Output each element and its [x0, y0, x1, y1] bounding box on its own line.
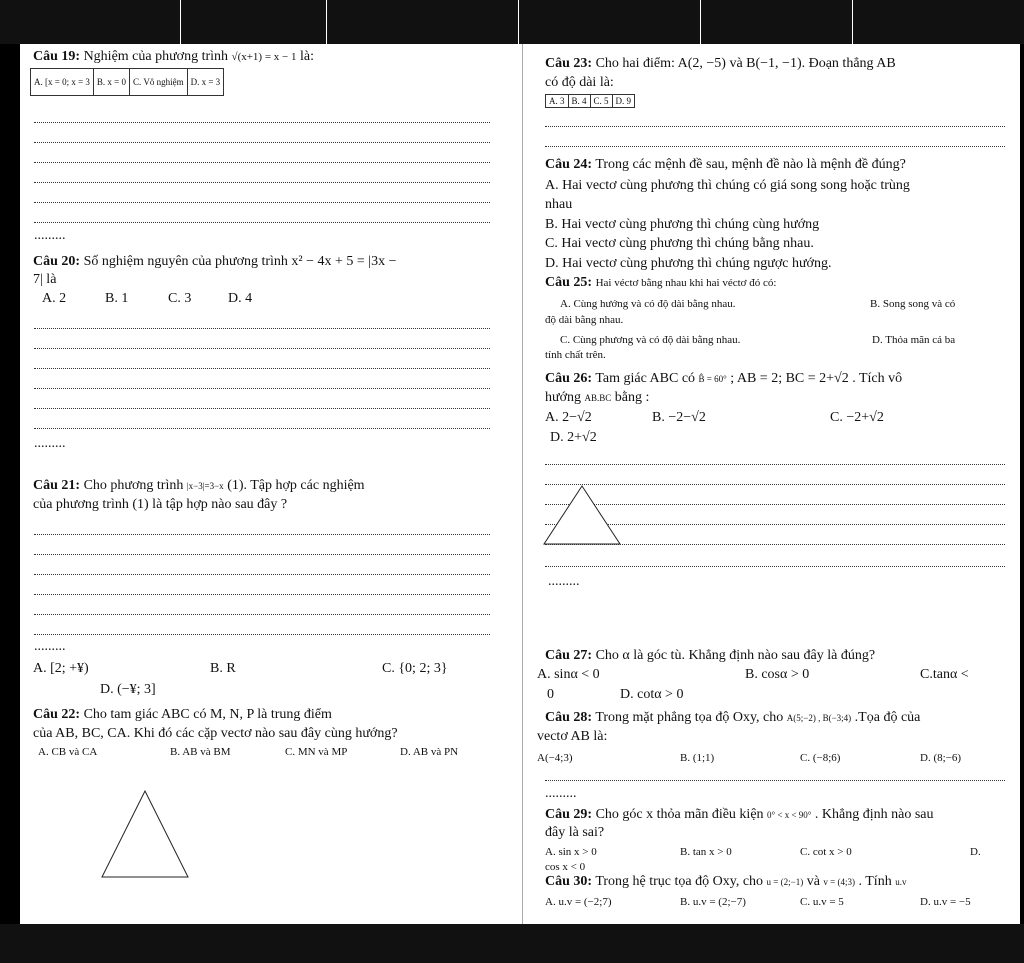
q22-text: Cho tam giác ABC có M, N, P là trung điểm — [83, 707, 332, 722]
q21-option-d[interactable]: D. (−¥; 3] — [100, 682, 156, 697]
answer-line — [34, 348, 490, 349]
q30-option-d[interactable]: D. u.v = −5 — [920, 896, 971, 908]
answer-line — [34, 122, 490, 123]
q26-text-d: bằng : — [614, 390, 650, 405]
q20-heading: Câu 20: — [33, 254, 81, 269]
q25-option-a[interactable]: A. Cùng hướng và có độ dài bằng nhau. — [560, 298, 736, 310]
answer-line — [34, 634, 490, 635]
q21-option-a[interactable]: A. [2; +¥) — [33, 661, 89, 676]
q23-line-2: có độ dài là: — [545, 75, 614, 90]
q27-heading: Câu 27: — [545, 648, 593, 663]
band-divider — [700, 0, 701, 44]
answer-line — [545, 146, 1005, 147]
q19-tail: là: — [300, 49, 315, 64]
q21-option-b[interactable]: B. R — [210, 661, 236, 676]
column-divider — [522, 44, 523, 924]
q27-option-b[interactable]: B. cosα > 0 — [745, 667, 810, 682]
answer-line — [34, 408, 490, 409]
blank-dots: ......... — [34, 436, 66, 451]
q21-text: Cho phương trình — [83, 478, 184, 493]
q22-option-c[interactable]: C. MN và MP — [285, 746, 348, 758]
q30-dot: u.v — [895, 877, 907, 887]
band-divider — [180, 0, 181, 44]
q29-text: Cho góc x thỏa mãn điều kiện — [595, 807, 764, 822]
q24-line-1 — [545, 157, 906, 173]
answer-line — [34, 428, 490, 429]
q26-option-a[interactable]: A. 2−√2 — [545, 410, 592, 425]
q20-option-d[interactable]: D. 4 — [228, 291, 253, 306]
answer-line — [34, 142, 490, 143]
answer-line — [34, 554, 490, 555]
answer-line — [545, 126, 1005, 127]
triangle-shape — [102, 791, 188, 877]
q30-text: Trong hệ trục tọa độ Oxy, cho — [595, 874, 764, 889]
q26-line-2 — [545, 390, 649, 406]
q19-line — [33, 49, 314, 65]
q23-option-c[interactable]: C. 5 — [590, 95, 612, 108]
q19-option-b[interactable]: B. x = 0 — [93, 69, 129, 96]
q21-line-2: của phương trình (1) là tập hợp nào sau đây ? — [33, 497, 288, 512]
q30-vector-v: v = (4;3) — [823, 877, 855, 887]
q26-text: Tam giác ABC có — [595, 371, 696, 386]
answer-line — [34, 368, 490, 369]
answer-line — [34, 388, 490, 389]
q30-vector-u: u = (2;−1) — [766, 877, 804, 887]
answer-line — [34, 534, 490, 535]
q24-text: Trong các mệnh đề sau, mệnh đề nào là mệnh đề đúng? — [595, 157, 906, 172]
q28-line-2: vectơ AB là: — [537, 729, 608, 744]
q19-text: Nghiệm của phương trình — [83, 49, 229, 64]
q29-condition: 0° < x < 90° — [767, 810, 812, 820]
q29-option-c[interactable]: C. cot x > 0 — [800, 846, 852, 858]
q20-option-b[interactable]: B. 1 — [105, 291, 129, 306]
q29-line-1 — [545, 807, 933, 823]
q29-option-a[interactable]: A. sin x > 0 — [545, 846, 597, 858]
q27-option-d[interactable]: D. cotα > 0 — [620, 687, 684, 702]
answer-line — [34, 594, 490, 595]
q24-option-b[interactable]: B. Hai vectơ cùng phương thì chúng cùng hướng — [545, 217, 820, 232]
answer-line — [34, 202, 490, 203]
q26-option-c[interactable]: C. −2+√2 — [830, 410, 884, 425]
band-divider — [852, 0, 853, 44]
q19-option-d[interactable]: D. x = 3 — [187, 69, 224, 96]
q29-option-d-cont: cos x < 0 — [545, 861, 586, 873]
q30-line-1 — [545, 874, 906, 890]
q19-option-c[interactable]: C. Vô nghiệm — [130, 69, 188, 96]
answer-line — [545, 464, 1005, 465]
q26-text-c: hướng — [545, 390, 581, 405]
q28-line-1 — [545, 710, 920, 726]
q23-text: Cho hai điểm: A(2, −5) và B(−1, −1). Đoạn thẳng AB — [595, 56, 896, 71]
q30-option-c[interactable]: C. u.v = 5 — [800, 896, 844, 908]
q21-heading: Câu 21: — [33, 478, 81, 493]
q25-text: Hai véctơ bằng nhau khi hai véctơ đó có: — [595, 277, 777, 289]
triangle-figure — [542, 484, 622, 546]
q25-option-b[interactable]: B. Song song và có — [870, 298, 956, 310]
q19-equation: √(x+1) = x − 1 — [231, 51, 297, 63]
band-divider — [326, 0, 327, 44]
q26-angle: B̂ = 60° — [698, 374, 727, 384]
top-dark-band — [0, 0, 1024, 44]
q19-options-table — [30, 68, 224, 96]
blank-dots: ......... — [34, 639, 66, 654]
q20-line-2: 7| là — [33, 272, 57, 287]
q27-option-c[interactable]: C.tanα < — [920, 667, 969, 682]
q23-option-b[interactable]: B. 4 — [568, 95, 590, 108]
q29-line-2: đây là sai? — [545, 825, 605, 840]
q23-option-d[interactable]: D. 9 — [612, 95, 635, 108]
q27-text: Cho α là góc tù. Khẳng định nào sau đây là đúng? — [595, 648, 876, 663]
q26-text-b: ; AB = 2; BC = 2+√2 . Tích vô — [730, 371, 903, 386]
answer-line — [545, 780, 1005, 781]
q24-option-d[interactable]: D. Hai vectơ cùng phương thì chúng ngược hướng. — [545, 256, 832, 271]
q22-line-1 — [33, 707, 332, 723]
q29-option-b[interactable]: B. tan x > 0 — [680, 846, 732, 858]
q25-option-a-cont: độ dài bằng nhau. — [545, 314, 624, 326]
bottom-dark-band — [0, 924, 1024, 963]
answer-line — [545, 566, 1005, 567]
q28-text-b: .Tọa độ của — [854, 710, 921, 725]
blank-dots: ......... — [545, 786, 577, 801]
q22-option-a[interactable]: A. CB và CA — [38, 746, 98, 758]
q28-heading: Câu 28: — [545, 710, 593, 725]
q29-option-d[interactable]: D. — [970, 846, 981, 858]
q24-heading: Câu 24: — [545, 157, 593, 172]
q30-heading: Câu 30: — [545, 874, 593, 889]
band-divider — [518, 0, 519, 44]
q19-heading: Câu 19: — [33, 49, 81, 64]
q23-heading: Câu 23: — [545, 56, 593, 71]
q21-option-c[interactable]: C. {0; 2; 3} — [382, 661, 448, 676]
q20-option-a[interactable]: A. 2 — [42, 291, 67, 306]
q25-option-d-cont: tính chất trên. — [545, 349, 606, 361]
q28-option-b[interactable]: B. (1;1) — [680, 752, 715, 764]
q19-option-a[interactable]: A. [x = 0; x = 3 — [31, 69, 94, 96]
q23-options-table — [545, 94, 635, 108]
blank-dots: ......... — [548, 574, 580, 589]
q21-line-1 — [33, 478, 365, 494]
q20-text: Số nghiệm nguyên của phương trình x² − 4x + 5 = |3x − — [83, 254, 397, 269]
q25-option-c[interactable]: C. Cùng phương và có độ dài bằng nhau. — [560, 334, 741, 346]
q20-line-1 — [33, 254, 397, 270]
q27-option-a[interactable]: A. sinα < 0 — [537, 667, 600, 682]
q27-line-1 — [545, 648, 875, 664]
blank-dots: ......... — [34, 228, 66, 243]
q30-and: và — [806, 874, 820, 889]
q20-option-c[interactable]: C. 3 — [168, 291, 192, 306]
q22-line-2: của AB, BC, CA. Khi đó các cặp vectơ nào sau đây cùng hướng? — [33, 726, 398, 741]
answer-line — [34, 182, 490, 183]
worksheet-page — [20, 44, 1020, 924]
q24-option-a[interactable]: A. Hai vectơ cùng phương thì chúng có giá song song hoặc trùng — [545, 178, 910, 193]
q29-text-b: . Khẳng định nào sau — [814, 807, 934, 822]
answer-line — [34, 222, 490, 223]
q28-text: Trong mặt phẳng tọa độ Oxy, cho — [595, 710, 784, 725]
answer-line — [34, 162, 490, 163]
triangle-shape — [544, 486, 620, 544]
q28-option-d[interactable]: D. (8;−6) — [920, 752, 962, 764]
q27-option-c-cont: 0 — [547, 687, 554, 702]
q29-heading: Câu 29: — [545, 807, 593, 822]
q25-heading: Câu 25: — [545, 275, 593, 290]
q26-option-b[interactable]: B. −2−√2 — [652, 410, 706, 425]
q23-line-1 — [545, 56, 896, 72]
q30-option-a[interactable]: A. u.v = (−2;7) — [545, 896, 612, 908]
answer-line — [34, 574, 490, 575]
q26-heading: Câu 26: — [545, 371, 593, 386]
q28-option-a[interactable]: A(−4;3) — [537, 752, 573, 764]
q22-heading: Câu 22: — [33, 707, 81, 722]
q26-line-1 — [545, 371, 902, 387]
q25-line-1 — [545, 275, 776, 291]
q30-option-b[interactable]: B. u.v = (2;−7) — [680, 896, 746, 908]
q22-option-d[interactable]: D. AB và PN — [400, 746, 459, 758]
q28-points: A(5;−2) , B(−3;4) — [786, 713, 852, 723]
q25-option-d[interactable]: D. Thỏa mãn cả ba — [872, 334, 956, 346]
q26-option-d[interactable]: D. 2+√2 — [550, 430, 597, 445]
answer-line — [34, 614, 490, 615]
answer-line — [34, 328, 490, 329]
q30-compute: . Tính — [858, 874, 892, 889]
q21-text-b: (1). Tập hợp các nghiệm — [227, 478, 365, 493]
q26-dot-product: AB.BC — [584, 393, 612, 403]
triangle-figure — [100, 789, 190, 879]
q23-option-a[interactable]: A. 3 — [546, 95, 569, 108]
q21-equation: |x−3|=3−x — [186, 481, 224, 491]
q24-option-a-cont: nhau — [545, 197, 573, 212]
q24-option-c[interactable]: C. Hai vectơ cùng phương thì chúng bằng nhau. — [545, 236, 814, 251]
q22-option-b[interactable]: B. AB và BM — [170, 746, 231, 758]
q28-option-c[interactable]: C. (−8;6) — [800, 752, 841, 764]
